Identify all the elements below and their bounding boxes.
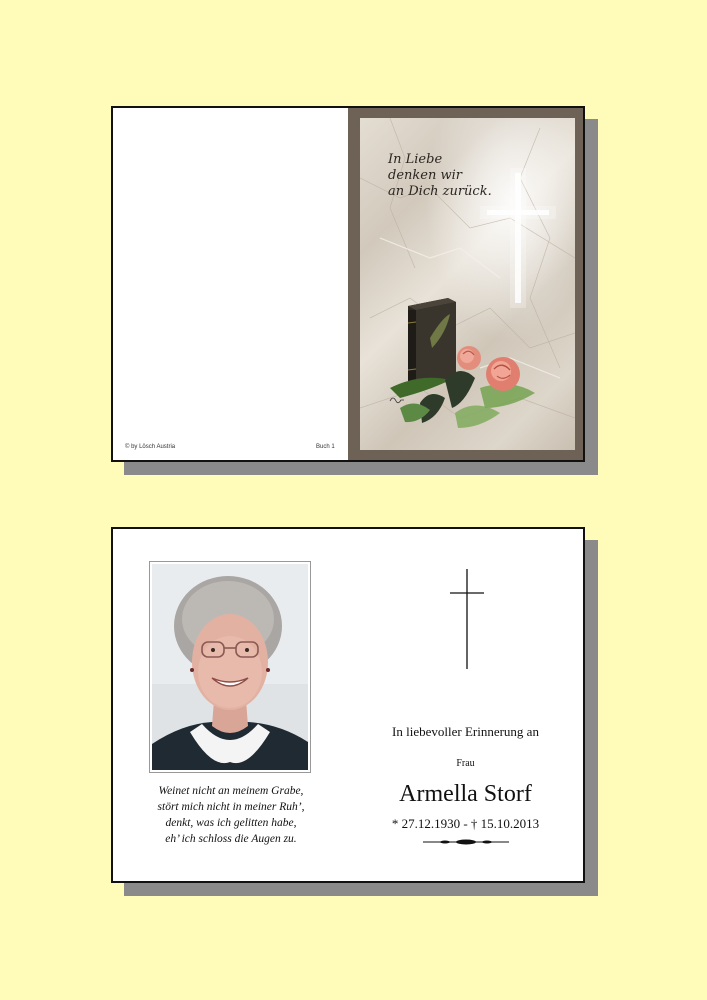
verse-line: denken wir — [388, 168, 462, 183]
poem-line: Weinet nicht an meinem Grabe, — [158, 785, 304, 797]
card-front — [111, 106, 585, 462]
poem-line: denkt, was ich gelitten habe, — [165, 817, 297, 829]
verse-line: an Dich zurück. — [388, 184, 492, 199]
portrait-frame — [149, 561, 311, 773]
memorial-poem — [133, 783, 329, 847]
model-label: Buch 1 — [316, 444, 335, 450]
card-back-panel — [113, 108, 348, 460]
rose-icon — [486, 357, 520, 391]
verse-line: In Liebe — [388, 152, 443, 167]
life-dates: * 27.12.1930 - † 15.10.2013 — [391, 816, 540, 831]
memory-heading: In liebevoller Erinnerung an — [392, 724, 539, 739]
cross-icon — [450, 569, 484, 669]
portrait-photo — [152, 564, 308, 770]
poem-line: stört mich nicht in meiner Ruh’, — [157, 801, 305, 813]
bible-book-icon — [408, 298, 456, 388]
marble-background — [360, 118, 575, 450]
rose-icon — [457, 346, 481, 370]
ornament-divider-icon — [423, 838, 509, 846]
honorific: Frau — [456, 758, 475, 769]
artist-signature — [390, 398, 404, 403]
deceased-name: Armella Storf — [399, 781, 532, 807]
card-cover-panel — [348, 108, 583, 460]
card-inside — [111, 527, 585, 883]
cover-verse — [388, 152, 492, 200]
poem-line: eh’ ich schloss die Augen zu. — [165, 833, 297, 845]
copyright-text: © by Lösch Austria — [125, 444, 176, 450]
